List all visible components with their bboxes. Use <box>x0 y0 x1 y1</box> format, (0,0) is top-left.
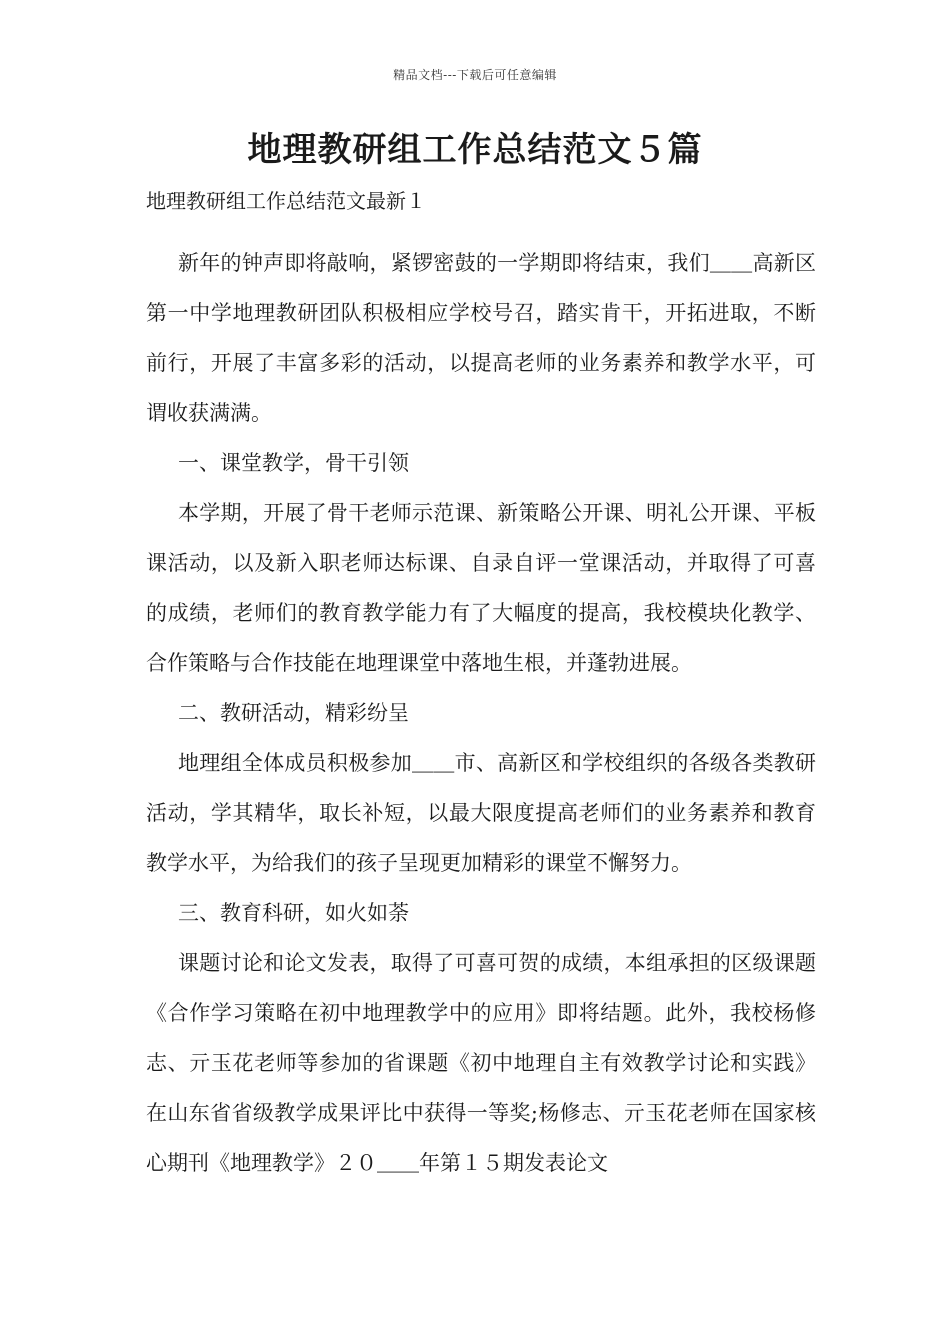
paragraph-classroom: 本学期，开展了骨干老师示范课、新策略公开课、明礼公开课、平板课活动，以及新入职老师达标课、自录自评一堂课活动，并取得了可喜的成绩，老师们的教育教学能力有了大幅度的提高，我校模块化教学、合作策略与合作技能在地理课堂中落地生根，并蓬勃进展。 <box>146 501 816 675</box>
section-heading-3: 三、教育科研，如火如荼 <box>178 901 409 925</box>
paragraph-research-activities: 地理组全体成员积极参加＿＿市、高新区和学校组织的各级各类教研活动，学其精华，取长补短，以最大限度提高老师们的业务素养和教育教学水平，为给我们的孩子呈现更加精彩的课堂不懈努力。 <box>146 751 816 875</box>
subtitle: 地理教研组工作总结范文最新１ <box>146 189 426 213</box>
section-heading-1: 一、课堂教学，骨干引领 <box>178 451 409 475</box>
document-body <box>146 186 816 1188</box>
paragraph-intro: 新年的钟声即将敲响，紧锣密鼓的一学期即将结束，我们＿＿高新区第一中学地理教研团队积极相应学校号召，踏实肯干，开拓进取，不断前行，开展了丰富多彩的活动，以提高老师的业务素养和教学水平，可谓收获满满。 <box>146 251 816 425</box>
header-note: 精品文档---下载后可任意编辑 <box>393 68 557 82</box>
page-title: 地理教研组工作总结范文５篇 <box>247 130 703 170</box>
section-heading-2: 二、教研活动，精彩纷呈 <box>178 701 409 725</box>
paragraph-scientific-research: 课题讨论和论文发表，取得了可喜可贺的成绩，本组承担的区级课题《合作学习策略在初中地理教学中的应用》即将结题。此外，我校杨修志、亓玉花老师等参加的省课题《初中地理自主有效教学讨论和实践》在山东省省级教学成果评比中获得一等奖;杨修志、亓玉花老师在国家核心期刊《地理教学》２０＿＿年第１５期发表论文 <box>146 951 816 1175</box>
